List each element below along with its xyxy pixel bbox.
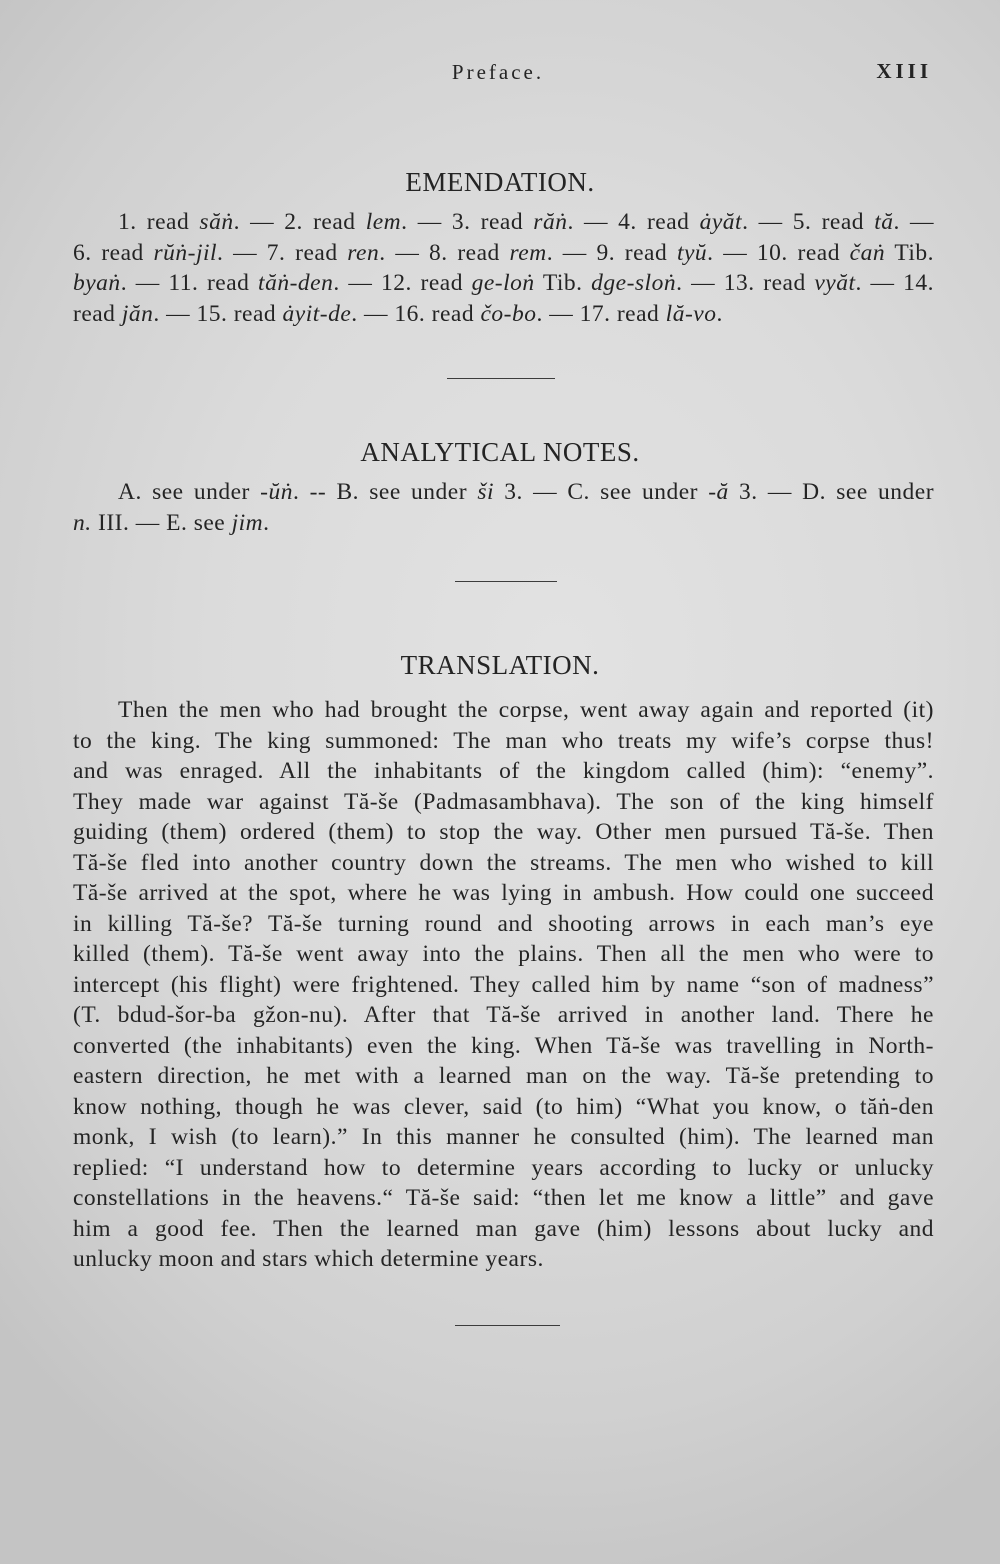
text-run: . — 4. read bbox=[567, 209, 700, 235]
section-heading-emendation: EMENDATION. bbox=[405, 167, 595, 197]
text-run: . — 10. read bbox=[707, 239, 850, 266]
italic-term: ren bbox=[347, 239, 380, 266]
italic-term: dge-sloṅ bbox=[591, 270, 677, 296]
analytical-notes-line bbox=[73, 508, 934, 539]
emendation-paragraph bbox=[73, 207, 934, 329]
text-run: III. — E. see bbox=[91, 509, 232, 536]
translation-line: intercept (his flight) were frightened. They called him by name “son of madness” bbox=[73, 971, 934, 998]
text-run: . — 12. read bbox=[333, 270, 472, 296]
section-divider bbox=[455, 581, 557, 582]
translation-line: and was enraged. All the inhabitants of the kingdom called (him): “enemy”. bbox=[73, 758, 934, 784]
section-heading-translation: TRANSLATION. bbox=[400, 650, 600, 680]
text-run: . — 5. read bbox=[742, 209, 875, 235]
italic-term: răṅ bbox=[533, 209, 568, 235]
translation-line: constellations in the heavens.“ Tă-še said: “then let me know a little” and gave bbox=[73, 1185, 934, 1211]
translation-line: monk, I wish (to learn).” In this manner he consulted (him). The learned man bbox=[73, 1124, 934, 1150]
text-run: . — bbox=[893, 209, 935, 235]
section-heading-analytical-notes: ANALYTICAL NOTES. bbox=[360, 437, 640, 467]
text-run: . — 16. read bbox=[351, 300, 481, 327]
text-run: 3. — D. see under bbox=[728, 479, 935, 505]
analytical-notes-paragraph bbox=[73, 477, 934, 538]
translation-line: unlucky moon and stars which determine years. bbox=[73, 1246, 544, 1272]
italic-term: tăṅ-den bbox=[258, 270, 334, 296]
italic-term: -ŭṅ bbox=[260, 479, 293, 505]
italic-term: ȧyăt bbox=[699, 209, 743, 235]
italic-term: čaṅ bbox=[849, 239, 886, 266]
text-run: read bbox=[73, 300, 122, 327]
text-run: . — 3. read bbox=[401, 209, 534, 235]
translation-line: in killing Tă-še? Tă-še turning round and shooting arrows in each man’s eye bbox=[73, 910, 934, 937]
emendation-line bbox=[73, 299, 934, 330]
italic-term: jim bbox=[231, 509, 264, 536]
italic-term: vyăt bbox=[814, 270, 856, 296]
text-run: . — 7. read bbox=[217, 239, 348, 266]
translation-line: know nothing, though he was clever, said (to him) “What you know, o tăṅ-den bbox=[73, 1093, 934, 1120]
emendation-line bbox=[73, 238, 934, 269]
translation-line: Tă-še fled into another country down the streams. The men who wished to kill bbox=[73, 849, 934, 876]
analytical-notes-line bbox=[73, 477, 934, 508]
translation-line: converted (the inhabitants) even the king. When Tă-še was travelling in North- bbox=[73, 1032, 934, 1059]
translation-line: They made war against Tă-še (Padmasambhava). The son of the king himself bbox=[73, 788, 934, 815]
italic-term: tă bbox=[874, 209, 894, 235]
text-run: A. see under bbox=[118, 479, 261, 505]
translation-line: eastern direction, he met with a learned man on the way. Tă-še pretending to bbox=[73, 1063, 934, 1089]
text-run: . — 2. read bbox=[233, 209, 366, 235]
translation-line: to the king. The king summoned: The man who treats my wife’s corpse thus! bbox=[73, 727, 934, 754]
italic-term: rem bbox=[509, 239, 547, 266]
italic-term: ši bbox=[477, 479, 494, 505]
italic-term: rŭṅ-jil bbox=[153, 239, 218, 266]
italic-term: čo-bo bbox=[480, 300, 537, 327]
emendation-line bbox=[73, 268, 934, 299]
italic-term: ȧyit-de bbox=[282, 300, 352, 327]
italic-term: ge-loṅ bbox=[471, 270, 535, 296]
text-run: . — 8. read bbox=[379, 239, 510, 266]
text-run: Tib. bbox=[534, 270, 592, 296]
translation-paragraph bbox=[73, 695, 934, 1275]
section-divider bbox=[447, 378, 555, 379]
translation-line: (T. bdud-šor-ba gžon-nu). After that Tă-še arrived in another land. There he bbox=[73, 1002, 934, 1028]
italic-term: -ă bbox=[708, 479, 729, 505]
emendation-line bbox=[73, 207, 934, 238]
text-run: . — 17. read bbox=[536, 300, 666, 327]
text-run: . bbox=[716, 300, 723, 327]
translation-line: him a good fee. Then the learned man gave (him) lessons about lucky and bbox=[73, 1215, 934, 1242]
running-title: Preface. bbox=[451, 60, 545, 84]
text-run: . — 11. read bbox=[120, 270, 259, 296]
translation-line: Then the men who had brought the corpse, went away again and reported (it) bbox=[118, 697, 934, 723]
text-run: 3. — C. see under bbox=[494, 479, 709, 505]
translation-line: Tă-še arrived at the spot, where he was lying in ambush. How could one succeed bbox=[73, 880, 934, 906]
page-number: XIII bbox=[876, 59, 932, 83]
italic-term: jăn bbox=[121, 300, 154, 327]
translation-line: killed (them). Tă-še went away into the plains. Then all the men who were to bbox=[73, 941, 934, 967]
italic-term: byaṅ bbox=[73, 270, 121, 296]
italic-term: tyŭ bbox=[676, 239, 708, 266]
italic-term: n. bbox=[73, 509, 92, 536]
text-run: . bbox=[263, 509, 270, 536]
text-run: Tib. bbox=[885, 239, 935, 266]
translation-line: guiding (them) ordered (them) to stop the way. Other men pursued Tă-še. Then bbox=[73, 819, 934, 845]
italic-term: lem bbox=[365, 209, 402, 235]
text-run: 1. read bbox=[118, 209, 200, 235]
italic-term: săṅ bbox=[199, 209, 234, 235]
text-run: 6. read bbox=[73, 239, 154, 266]
text-run: . -- B. see under bbox=[292, 479, 478, 505]
section-divider bbox=[455, 1325, 560, 1326]
text-run: . — 13. read bbox=[676, 270, 815, 296]
italic-term: lă-vo bbox=[665, 300, 717, 327]
text-run: . — 14. bbox=[855, 270, 934, 296]
text-run: . — 15. read bbox=[153, 300, 283, 327]
text-run: . — 9. read bbox=[546, 239, 677, 266]
translation-line: replied: “I understand how to determine years according to lucky or unlucky bbox=[73, 1154, 934, 1181]
